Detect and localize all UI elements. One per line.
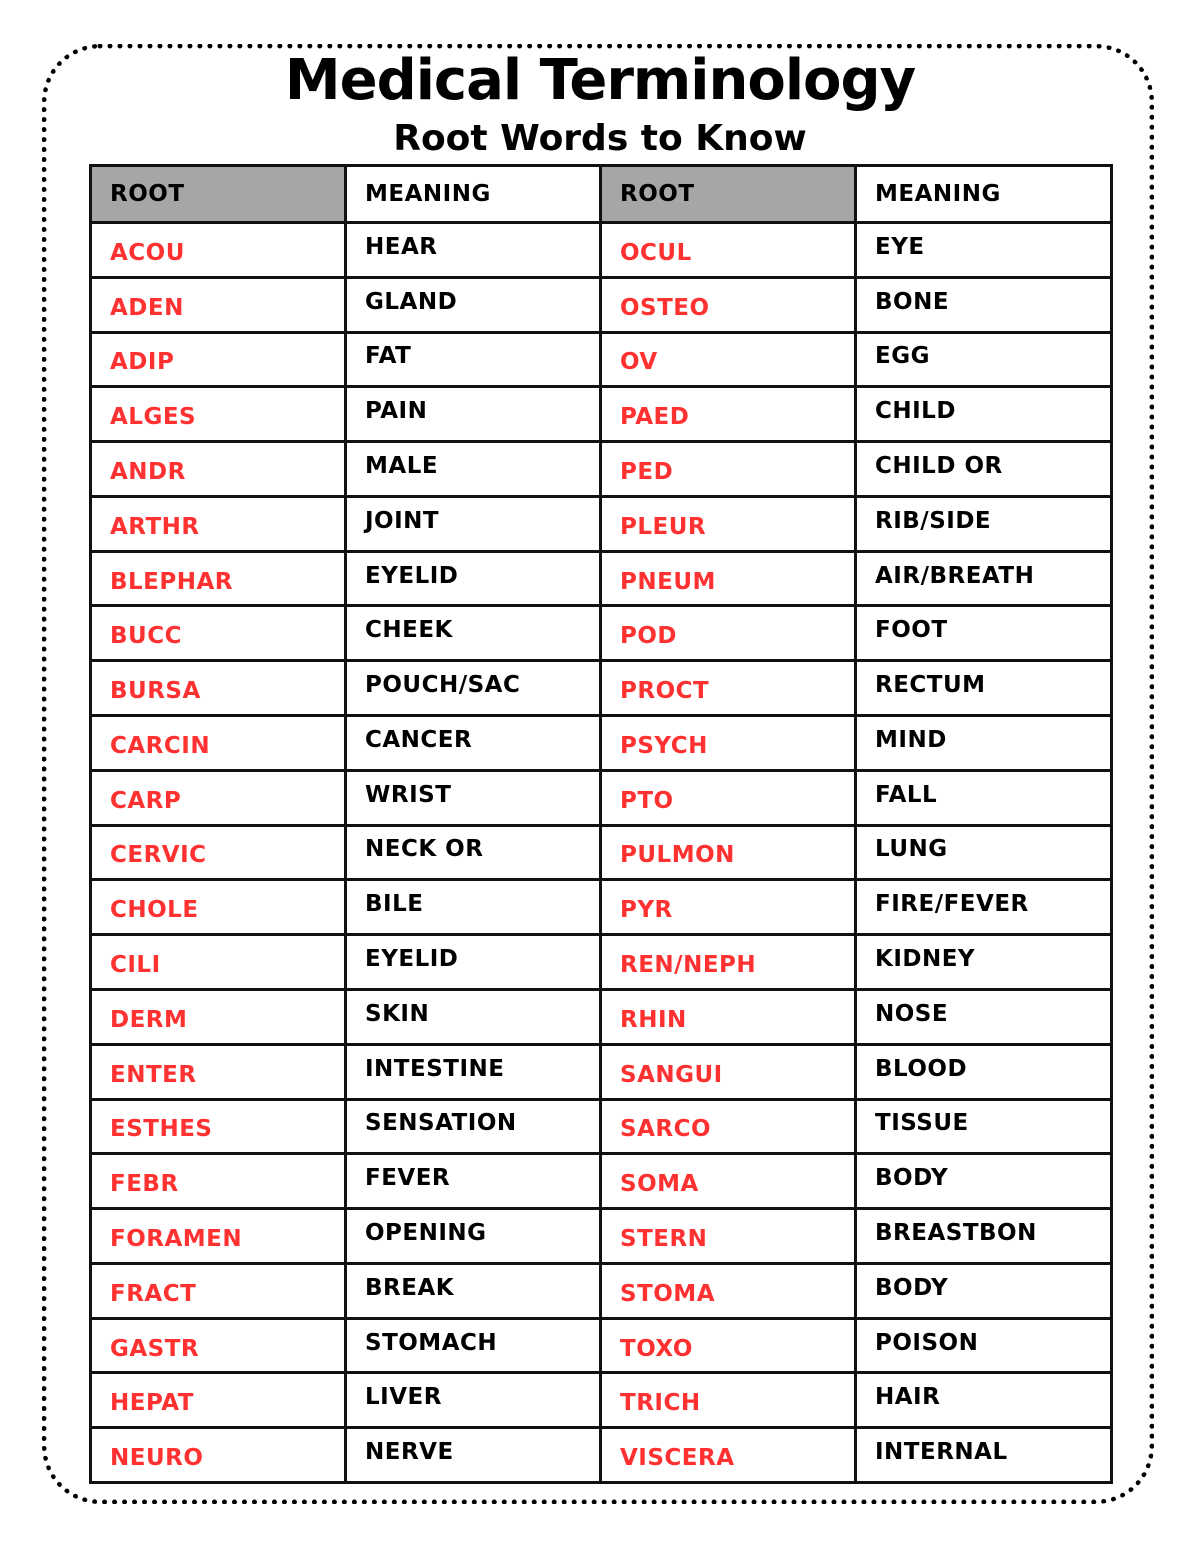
meaning-right-cell: FOOT — [856, 606, 1112, 661]
table-body — [91, 223, 1112, 1483]
root-left-cell: ACOU — [91, 223, 346, 278]
meaning-left-cell: BREAK — [346, 1263, 601, 1318]
table-header-row — [91, 166, 1112, 223]
root-words-table — [89, 164, 1113, 1484]
root-left-cell: ESTHES — [91, 1099, 346, 1154]
root-left-cell: BUCC — [91, 606, 346, 661]
meaning-left-cell: PAIN — [346, 387, 601, 442]
meaning-right-cell: RIB/SIDE — [856, 496, 1112, 551]
root-right-cell: OCUL — [601, 223, 856, 278]
table-row — [91, 716, 1112, 771]
meaning-right-cell: EYE — [856, 223, 1112, 278]
meaning-left-cell: STOMACH — [346, 1318, 601, 1373]
meaning-right-cell: FALL — [856, 770, 1112, 825]
root-right-cell: SOMA — [601, 1154, 856, 1209]
meaning-left-cell: FEVER — [346, 1154, 601, 1209]
meaning-left-cell: GLAND — [346, 277, 601, 332]
meaning-left-cell: EYELID — [346, 935, 601, 990]
meaning-left-cell: FAT — [346, 332, 601, 387]
page-title: Medical Terminology — [284, 48, 916, 113]
root-left-cell: CILI — [91, 935, 346, 990]
root-right-cell: VISCERA — [601, 1428, 856, 1483]
root-left-cell: CARCIN — [91, 716, 346, 771]
table-row — [91, 1428, 1112, 1483]
root-left-cell: NEURO — [91, 1428, 346, 1483]
root-left-cell: CARP — [91, 770, 346, 825]
root-left-cell: GASTR — [91, 1318, 346, 1373]
root-left-cell: FRACT — [91, 1263, 346, 1318]
root-right-cell: TOXO — [601, 1318, 856, 1373]
meaning-left-cell: BILE — [346, 880, 601, 935]
root-right-cell: OSTEO — [601, 277, 856, 332]
header-meaning-right: MEANING — [856, 166, 1112, 223]
table-row — [91, 551, 1112, 606]
table-row — [91, 1209, 1112, 1264]
root-left-cell: ALGES — [91, 387, 346, 442]
meaning-left-cell: CHEEK — [346, 606, 601, 661]
root-right-cell: OV — [601, 332, 856, 387]
root-left-cell: BLEPHAR — [91, 551, 346, 606]
meaning-left-cell: EYELID — [346, 551, 601, 606]
meaning-left-cell: WRIST — [346, 770, 601, 825]
table-row — [91, 442, 1112, 497]
meaning-right-cell: INTERNAL — [856, 1428, 1112, 1483]
table-row — [91, 387, 1112, 442]
meaning-right-cell: AIR/BREATH — [856, 551, 1112, 606]
table-row — [91, 1044, 1112, 1099]
meaning-left-cell: LIVER — [346, 1373, 601, 1428]
root-left-cell: BURSA — [91, 661, 346, 716]
meaning-left-cell: HEAR — [346, 223, 601, 278]
header-root-right: ROOT — [601, 166, 856, 223]
header-meaning-left: MEANING — [346, 166, 601, 223]
meaning-right-cell: CHILD OR — [856, 442, 1112, 497]
root-right-cell: PSYCH — [601, 716, 856, 771]
root-right-cell: PED — [601, 442, 856, 497]
meaning-left-cell: JOINT — [346, 496, 601, 551]
root-right-cell: PROCT — [601, 661, 856, 716]
root-right-cell: PAED — [601, 387, 856, 442]
root-right-cell: PLEUR — [601, 496, 856, 551]
root-right-cell: POD — [601, 606, 856, 661]
table-row — [91, 825, 1112, 880]
table-row — [91, 1099, 1112, 1154]
root-left-cell: ENTER — [91, 1044, 346, 1099]
table-row — [91, 606, 1112, 661]
meaning-left-cell: NERVE — [346, 1428, 601, 1483]
table-row — [91, 223, 1112, 278]
meaning-left-cell: OPENING — [346, 1209, 601, 1264]
meaning-right-cell: MIND — [856, 716, 1112, 771]
meaning-left-cell: SENSATION — [346, 1099, 601, 1154]
table-row — [91, 1263, 1112, 1318]
table-row — [91, 1154, 1112, 1209]
meaning-left-cell: CANCER — [346, 716, 601, 771]
table-row — [91, 770, 1112, 825]
meaning-right-cell: NOSE — [856, 989, 1112, 1044]
table-row — [91, 1318, 1112, 1373]
table-row — [91, 332, 1112, 387]
meaning-right-cell: BLOOD — [856, 1044, 1112, 1099]
table-row — [91, 935, 1112, 990]
meaning-left-cell: MALE — [346, 442, 601, 497]
root-left-cell: ANDR — [91, 442, 346, 497]
table-row — [91, 496, 1112, 551]
table-row — [91, 661, 1112, 716]
root-right-cell: REN/NEPH — [601, 935, 856, 990]
meaning-right-cell: BONE — [856, 277, 1112, 332]
root-left-cell: CERVIC — [91, 825, 346, 880]
meaning-right-cell: BODY — [856, 1263, 1112, 1318]
meaning-right-cell: TISSUE — [856, 1099, 1112, 1154]
table-row — [91, 989, 1112, 1044]
root-left-cell: HEPAT — [91, 1373, 346, 1428]
page-subtitle: Root Words to Know — [393, 118, 807, 159]
root-right-cell: TRICH — [601, 1373, 856, 1428]
meaning-left-cell: SKIN — [346, 989, 601, 1044]
root-right-cell: PTO — [601, 770, 856, 825]
root-left-cell: CHOLE — [91, 880, 346, 935]
root-right-cell: SANGUI — [601, 1044, 856, 1099]
meaning-left-cell: INTESTINE — [346, 1044, 601, 1099]
root-right-cell: STOMA — [601, 1263, 856, 1318]
root-left-cell: DERM — [91, 989, 346, 1044]
root-left-cell: ARTHR — [91, 496, 346, 551]
meaning-left-cell: NECK OR — [346, 825, 601, 880]
header-root-left: ROOT — [91, 166, 346, 223]
root-right-cell: PNEUM — [601, 551, 856, 606]
root-left-cell: ADEN — [91, 277, 346, 332]
meaning-right-cell: EGG — [856, 332, 1112, 387]
meaning-right-cell: CHILD — [856, 387, 1112, 442]
meaning-right-cell: KIDNEY — [856, 935, 1112, 990]
meaning-right-cell: BODY — [856, 1154, 1112, 1209]
root-right-cell: PULMON — [601, 825, 856, 880]
meaning-left-cell: POUCH/SAC — [346, 661, 601, 716]
meaning-right-cell: RECTUM — [856, 661, 1112, 716]
table-row — [91, 880, 1112, 935]
root-right-cell: SARCO — [601, 1099, 856, 1154]
root-left-cell: FORAMEN — [91, 1209, 346, 1264]
table-row — [91, 1373, 1112, 1428]
meaning-right-cell: LUNG — [856, 825, 1112, 880]
meaning-right-cell: FIRE/FEVER — [856, 880, 1112, 935]
root-right-cell: RHIN — [601, 989, 856, 1044]
meaning-right-cell: BREASTBON — [856, 1209, 1112, 1264]
meaning-right-cell: POISON — [856, 1318, 1112, 1373]
meaning-right-cell: HAIR — [856, 1373, 1112, 1428]
root-right-cell: PYR — [601, 880, 856, 935]
table-row — [91, 277, 1112, 332]
root-left-cell: FEBR — [91, 1154, 346, 1209]
root-left-cell: ADIP — [91, 332, 346, 387]
root-right-cell: STERN — [601, 1209, 856, 1264]
